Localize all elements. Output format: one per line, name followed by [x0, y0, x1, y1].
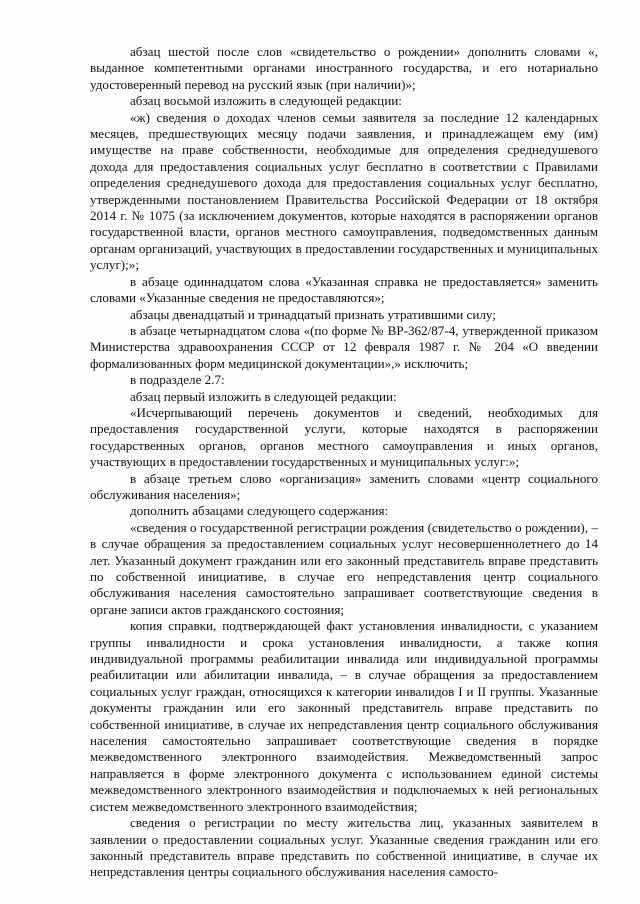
paragraph-14: сведения о регистрации по месту жительства лиц, указанных заявителем в заявлении о предоставлении социальных услуг. Указанные сведения гражданин или его законный представитель вправе представить по собственной инициативе, в случае их непредставления центры социального обслуживания населения самосто- [90, 815, 598, 880]
paragraph-11: дополнить абзацами следующего содержания: [130, 503, 389, 519]
paragraph-13: копия справки, подтверждающей факт установления инвалидности, с указанием группы инвалидности и срока установления инвалидности, а также копия индивидуальной программы реабилитации инвалида или индивидуальной программы реабилитации или абилитации инвалида, – в случае обращения за предоставлением социальных услуг граждан, относящихся к категории инвалидов I и II группы. Указанные документы гражданин или его законный представитель вправе представить по собственной инициативе, в случае их непредставления центр социального обслуживания населения самостоятельно запрашивает соответствующие сведения в порядке межведомственного электронного взаимодействия. Межведомственный запрос направляется в форме электронного документа с использованием единой системы межведомственного электронного взаимодействия и подключаемых к ней региональных систем межведомственного электронного взаимодействия; [90, 618, 598, 814]
paragraph-10: в абзаце третьем слово «организация» заменить словами «центр социального обслуживания населения»; [90, 470, 598, 502]
paragraph-4: в абзаце одиннадцатом слова «Указанная справка не предоставляется» заменить словами «Указанные сведения не предоставляются»; [90, 273, 598, 306]
paragraph-12: «сведения о государственной регистрации рождения (свидетельство о рождении), – в случае обращения за предоставлением социальных услуг несовершеннолетнего до 14 лет. Указанный документ гражданин или его законный представитель вправе представить по собственной инициативе, в случае его непредставления центр социального обслуживания населения самостоятельно запрашивает соответствующие сведения в органе записи актов гражданского состояния; [90, 519, 598, 617]
paragraph-3: «ж) сведения о доходах членов семьи заявителя за последние 12 календарных месяцев, предшествующих месяцу подачи заявления, и принадлежащем ему (им) имуществе на праве собственности, необходимые для определения среднедушевого дохода для предоставления социальных услуг бесплатно в соответствии с Правилами определения среднедушевого дохода для предоставления социальных услуг бесплатно, утвержденными постановлением Правительства Российской Федерации от 18 октября 2014 г. № 1075 (за исключением документов, которые находятся в распоряжении органов государственной власти, органов местного самоуправления, подведомственных данным органам организаций, участвующих в предоставлении государственных и муниципальных услуг);»; [90, 109, 598, 273]
paragraph-2: абзац восьмой изложить в следующей редакции: [130, 93, 402, 109]
paragraph-7: в подразделе 2.7: [130, 372, 225, 388]
paragraph-6: в абзаце четырнадцатом слова «(по форме № ВР-362/87-4, утвержденной приказом Министерства здравоохранения СССР от 12 февраля 1987 г. № 204 «О введении формализованных форм медицинской документации»,» исключить; [90, 322, 598, 371]
paragraph-9: «Исчерпывающий перечень документов и сведений, необходимых для предоставления государственной услуги, которые находятся в распоряжении государственных органов, органов местного самоуправления и иных органов, участвующих в предоставлении государственных и муниципальных услуг:»; [90, 404, 598, 470]
paragraph-5: абзацы двенадцатый и тринадцатый признать утратившими силу; [130, 306, 496, 322]
paragraph-8: абзац первый изложить в следующей редакции: [130, 388, 397, 404]
paragraph-1: абзац шестой после слов «свидетельство о рождении» дополнить словами «, выданное компетентными органами иностранного государства, и его нотариально удостоверенный перевод на русский язык (при наличии)»; [90, 44, 598, 92]
